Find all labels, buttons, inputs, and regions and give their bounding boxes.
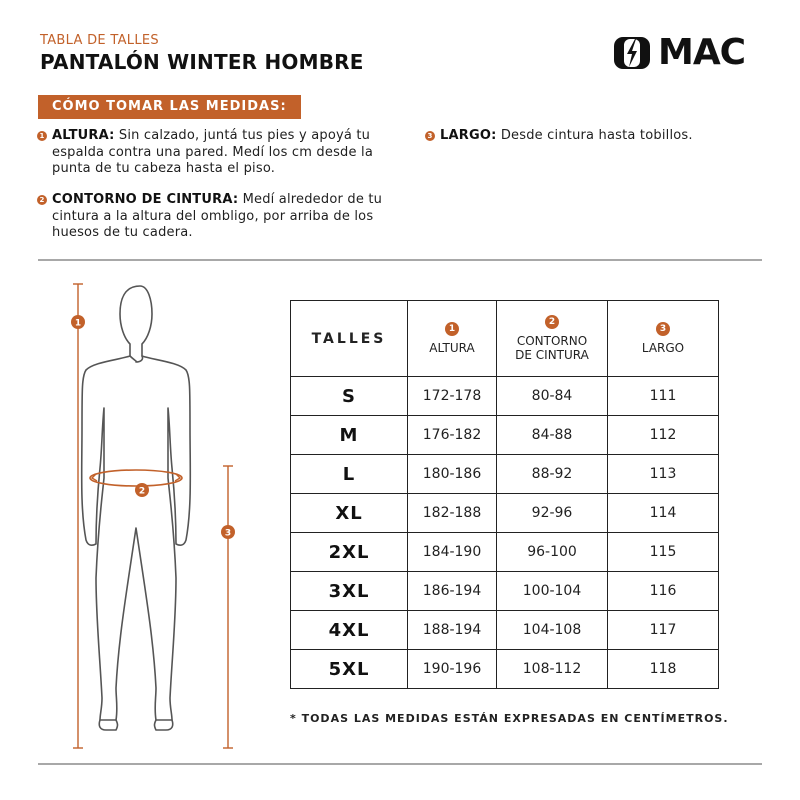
number-badge: 3	[425, 131, 435, 141]
cell-talle: M	[291, 416, 408, 455]
instruction-text: Medí alrededor de tu cintura a la altura del ombligo, por arriba de los huesos de tu cadera.	[52, 192, 383, 240]
cell-largo: 111	[608, 377, 719, 416]
table-row	[291, 377, 719, 416]
cell-talle: XL	[291, 494, 408, 533]
table-row	[291, 611, 719, 650]
cell-talle: L	[291, 455, 408, 494]
cell-cintura: 108-112	[497, 650, 608, 689]
table-header-row	[291, 301, 719, 377]
instruction-altura	[39, 128, 412, 178]
header-altura	[408, 301, 497, 377]
instruction-text: Desde cintura hasta tobillos.	[496, 128, 693, 143]
units-note: * TODAS LAS MEDIDAS ESTÁN EXPRESADAS EN CENTÍMETROS.	[290, 712, 729, 725]
instruction-label: CONTORNO DE CINTURA:	[52, 192, 239, 207]
header-largo	[608, 301, 719, 377]
cell-cintura: 92-96	[497, 494, 608, 533]
height-measure-line	[73, 284, 83, 748]
cell-altura: 172-178	[408, 377, 497, 416]
header-label: CONTORNO	[516, 334, 588, 348]
header-label: LARGO	[641, 341, 685, 355]
cell-cintura: 96-100	[497, 533, 608, 572]
cell-largo: 115	[608, 533, 719, 572]
table-row	[291, 533, 719, 572]
cell-cintura: 80-84	[497, 377, 608, 416]
cell-altura: 176-182	[408, 416, 497, 455]
cell-talle: S	[291, 377, 408, 416]
cell-altura: 190-196	[408, 650, 497, 689]
body-measurement-figure	[60, 278, 260, 758]
instruction-text: Sin calzado, juntá tus pies y apoyá tu espalda contra una pared. Medí los cm desde la punta de tu cabeza hasta el piso.	[52, 128, 374, 176]
cell-talle: 2XL	[291, 533, 408, 572]
page-subtitle: TABLA DE TALLES	[40, 33, 159, 48]
cell-largo: 118	[608, 650, 719, 689]
header-talles: TALLES	[291, 301, 408, 377]
page-title: PANTALÓN WINTER HOMBRE	[40, 50, 364, 74]
marker-label: 2	[138, 486, 146, 497]
marker-1-icon	[71, 315, 85, 329]
divider-bottom	[38, 763, 762, 765]
marker-label: 1	[74, 318, 82, 329]
cell-largo: 116	[608, 572, 719, 611]
cell-altura: 182-188	[408, 494, 497, 533]
cell-talle: 4XL	[291, 611, 408, 650]
brand-logo	[612, 32, 764, 73]
divider-top	[38, 259, 762, 261]
instruction-cintura	[39, 192, 412, 242]
cell-altura: 184-190	[408, 533, 497, 572]
number-badge: 3	[656, 322, 670, 336]
cell-talle: 3XL	[291, 572, 408, 611]
table-row	[291, 650, 719, 689]
logo-emblem-icon	[612, 36, 652, 70]
header-cintura	[497, 301, 608, 377]
how-to-measure-banner: CÓMO TOMAR LAS MEDIDAS:	[38, 95, 301, 119]
cell-cintura: 104-108	[497, 611, 608, 650]
cell-altura: 180-186	[408, 455, 497, 494]
table-row	[291, 416, 719, 455]
cell-cintura: 100-104	[497, 572, 608, 611]
number-badge: 1	[445, 322, 459, 336]
logo-text: MAC	[658, 32, 746, 73]
cell-altura: 188-194	[408, 611, 497, 650]
cell-largo: 113	[608, 455, 719, 494]
cell-altura: 186-194	[408, 572, 497, 611]
body-outline	[82, 286, 191, 730]
number-badge: 1	[37, 131, 47, 141]
cell-largo: 117	[608, 611, 719, 650]
instruction-label: ALTURA:	[52, 128, 115, 143]
size-table	[290, 300, 719, 689]
table-row	[291, 572, 719, 611]
header-label: ALTURA	[429, 341, 475, 355]
cell-talle: 5XL	[291, 650, 408, 689]
cell-cintura: 88-92	[497, 455, 608, 494]
header-label: DE CINTURA	[515, 348, 589, 362]
instruction-label: LARGO:	[440, 128, 497, 143]
table-row	[291, 494, 719, 533]
cell-cintura: 84-88	[497, 416, 608, 455]
marker-3-icon	[221, 525, 235, 539]
length-measure-line	[223, 466, 233, 748]
number-badge: 2	[37, 195, 47, 205]
number-badge: 2	[545, 315, 559, 329]
marker-label: 3	[224, 528, 232, 539]
cell-largo: 112	[608, 416, 719, 455]
marker-2-icon	[135, 483, 149, 497]
table-row	[291, 455, 719, 494]
instruction-largo	[427, 128, 770, 145]
cell-largo: 114	[608, 494, 719, 533]
